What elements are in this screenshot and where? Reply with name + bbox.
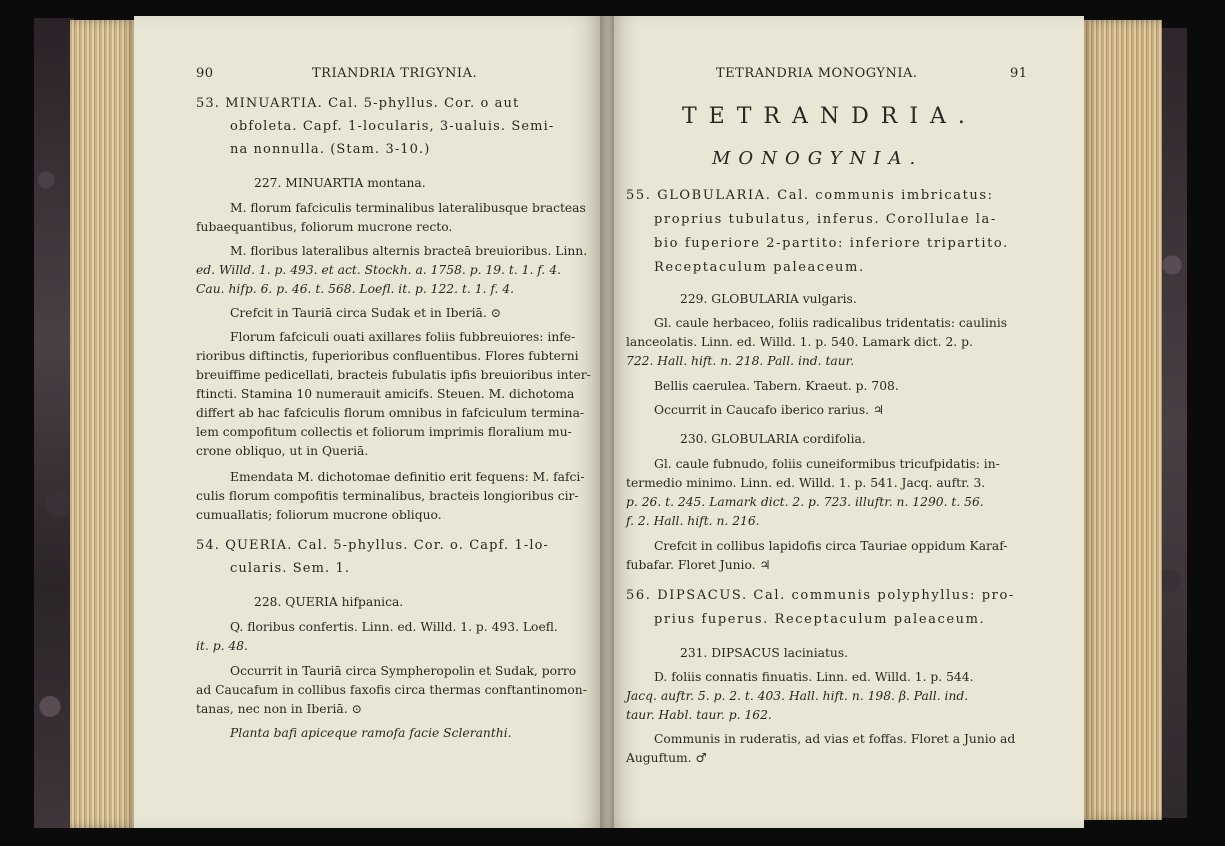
text-line: Crefcit in Tauriā circa Sudak et in Iberiā. ⊙ xyxy=(230,306,501,320)
text-line: ed. Willd. 1. p. 493. et act. Stockh. a. 1758. p. 19. t. 1. f. 4. xyxy=(196,263,561,277)
text-line: Q. floribus confertis. Linn. ed. Willd. 1. p. 493. Loefl. xyxy=(230,620,558,634)
text-line: f. 2. Hall. hift. n. 216. xyxy=(626,514,760,528)
text-line: Planta bafi apiceque ramofa facie Scleranthi. xyxy=(230,726,512,740)
genus-globularia-line3: bio fuperiore 2-partito: inferiore tripartito. xyxy=(654,236,1009,251)
text-line: Emendata M. dichotomae definitio erit fequens: M. fafci- xyxy=(230,470,585,484)
species-227-heading: 227. MINUARTIA montana. xyxy=(254,176,426,190)
text-line: Jacq. auftr. 5. p. 2. t. 403. Hall. hift. n. 198. β. Pall. ind. xyxy=(626,689,969,703)
left-page-number: 90 xyxy=(196,66,214,81)
left-page xyxy=(134,16,606,828)
text-line: rioribus diftinctis, fuperioribus confluentibus. Flores fubterni xyxy=(196,349,579,363)
text-line: M. florum fafciculis terminalibus lateralibusque bracteas xyxy=(230,201,586,215)
text-line: Bellis caerulea. Tabern. Kraeut. p. 708. xyxy=(654,379,899,393)
genus-queria-line2: cularis. Sem. 1. xyxy=(230,561,351,576)
genus-minuartia-line1: 53. MINUARTIA. Cal. 5-phyllus. Cor. o aut xyxy=(196,96,520,111)
text-line: culis florum compofitis terminalibus, bracteis longioribus cir- xyxy=(196,489,579,503)
right-page xyxy=(606,16,1084,828)
genus-globularia-line4: Receptaculum paleaceum. xyxy=(654,260,865,275)
text-line: tanas, nec non in Iberiā. ⊙ xyxy=(196,702,362,716)
page-edges-left xyxy=(70,20,136,828)
text-line: Gl. caule fubnudo, foliis cuneiformibus tricufpidatis: in- xyxy=(654,457,1000,471)
text-line: 722. Hall. hift. n. 218. Pall. ind. taur. xyxy=(626,354,855,368)
text-line: Occurrit in Caucafo iberico rarius. ♃ xyxy=(654,403,885,417)
text-line: differt ab hac fafciculis florum omnibus in fafciculum termina- xyxy=(196,406,585,420)
text-line: termedio minimo. Linn. ed. Willd. 1. p. 541. Jacq. auftr. 3. xyxy=(626,476,986,490)
text-line: Cau. hifp. 6. p. 46. t. 568. Loefl. it. p. 122. t. 1. f. 4. xyxy=(196,282,515,296)
genus-dipsacus-line2: prius fuperus. Receptaculum paleaceum. xyxy=(654,612,986,627)
text-line: lem compofitum collectis et foliorum imprimis floralium mu- xyxy=(196,425,572,439)
class-title: TETRANDRIA. xyxy=(682,104,977,129)
text-line: ad Caucafum in collibus faxofis circa thermas conftantinomon- xyxy=(196,683,587,697)
genus-globularia-line1: 55. GLOBULARIA. Cal. communis imbricatus: xyxy=(626,188,994,203)
text-line: Crefcit in collibus lapidofis circa Tauriae oppidum Karaf- xyxy=(654,539,1008,553)
text-line: Gl. caule herbaceo, foliis radicalibus tridentatis: caulinis xyxy=(654,316,1008,330)
species-228-heading: 228. QUERIA hifpanica. xyxy=(254,595,404,609)
marbled-cover-left xyxy=(34,18,74,828)
right-page-number: 91 xyxy=(1010,66,1028,81)
left-running-head: TRIANDRIA TRIGYNIA. xyxy=(312,66,478,81)
genus-globularia-line2: proprius tubulatus, inferus. Corollulae la- xyxy=(654,212,997,227)
species-229-heading: 229. GLOBULARIA vulgaris. xyxy=(680,292,857,306)
text-line: crone obliquo, ut in Queriā. xyxy=(196,444,369,458)
text-line: it. p. 48. xyxy=(196,639,248,653)
genus-dipsacus-line1: 56. DIPSACUS. Cal. communis polyphyllus: pro- xyxy=(626,588,1015,603)
text-line: taur. Habl. taur. p. 162. xyxy=(626,708,772,722)
text-line: ftincti. Stamina 10 numerauit amicifs. Steuen. M. dichotoma xyxy=(196,387,575,401)
page-edges-right xyxy=(1082,20,1162,820)
text-line: M. floribus lateralibus alternis bracteā breuioribus. Linn. xyxy=(230,244,588,258)
genus-queria-line1: 54. QUERIA. Cal. 5-phyllus. Cor. o. Capf. 1-lo- xyxy=(196,538,549,553)
genus-minuartia-line3: na nonnulla. (Stam. 3-10.) xyxy=(230,142,431,157)
text-line: cumuallatis; foliorum mucrone obliquo. xyxy=(196,508,442,522)
text-line: Occurrit in Tauriā circa Sympheropolin et Sudak, porro xyxy=(230,664,577,678)
text-line: D. foliis connatis finuatis. Linn. ed. Willd. 1. p. 544. xyxy=(654,670,974,684)
text-line: breuiffime pedicellati, bracteis fubulatis ipfis breuioribus inter- xyxy=(196,368,591,382)
text-line: Communis in ruderatis, ad vias et foffas. Floret a Junio ad xyxy=(654,732,1016,746)
text-line: Auguftum. ♂ xyxy=(626,751,707,765)
text-line: fubaequantibus, foliorum mucrone recto. xyxy=(196,220,453,234)
text-line: Florum fafciculi ouati axillares foliis fubbreuiores: infe- xyxy=(230,330,576,344)
text-line: lanceolatis. Linn. ed. Willd. 1. p. 540. Lamark dict. 2. p. xyxy=(626,335,973,349)
species-230-heading: 230. GLOBULARIA cordifolia. xyxy=(680,432,866,446)
text-line: fubafar. Floret Junio. ♃ xyxy=(626,558,771,572)
species-231-heading: 231. DIPSACUS laciniatus. xyxy=(680,646,849,660)
text-line: p. 26. t. 245. Lamark dict. 2. p. 723. illuftr. n. 1290. t. 56. xyxy=(626,495,984,509)
right-running-head: TETRANDRIA MONOGYNIA. xyxy=(716,66,918,81)
genus-minuartia-line2: obfoleta. Capf. 1-locularis, 3-ualuis. Semi- xyxy=(230,119,555,134)
order-subtitle: MONOGYNIA. xyxy=(712,148,924,169)
book-gutter xyxy=(600,16,614,828)
